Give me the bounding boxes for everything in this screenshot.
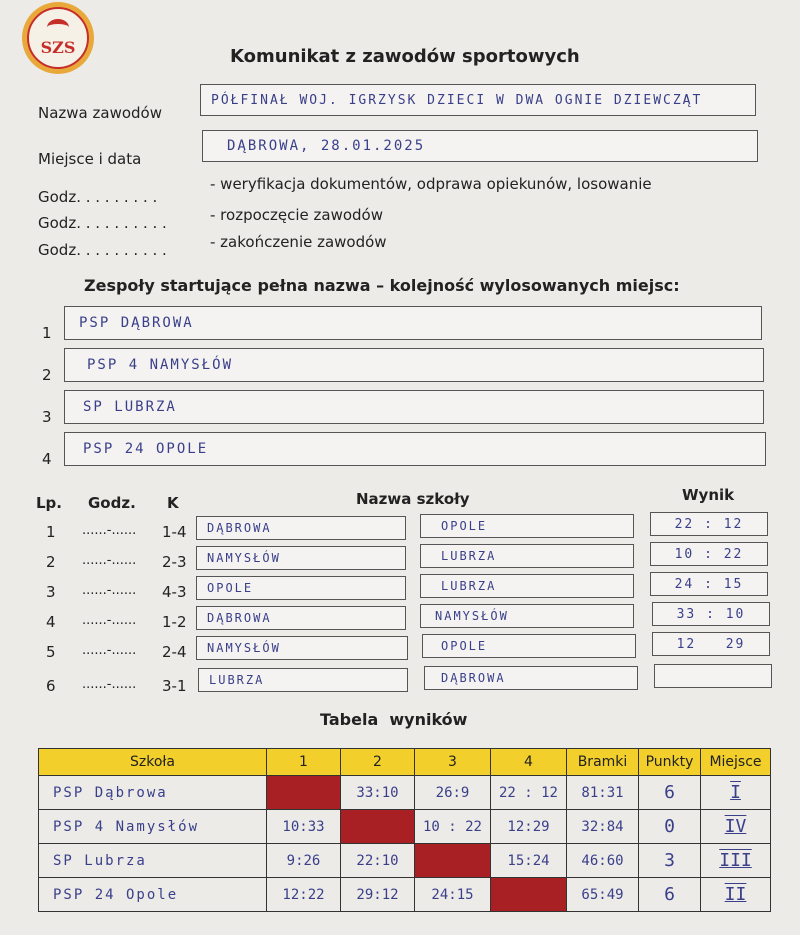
col-k: K [167,494,179,512]
goals-cell[interactable]: 46:60 [567,844,639,878]
match-lp: 6 [46,677,56,695]
diagonal-cell [491,878,567,912]
match-team-a[interactable] [196,576,406,600]
match-time: ......-...... [82,523,137,538]
team-number: 2 [42,366,52,384]
col-lp: Lp. [36,494,62,512]
col-school: Nazwa szkoły [356,490,470,508]
match-team-b-name: OPOLE [441,639,488,653]
header-col-2: 2 [341,749,415,776]
match-k: 3-1 [162,677,187,695]
match-score[interactable] [654,664,772,688]
place-cell[interactable]: IV [701,810,771,844]
score-cell[interactable]: 10:33 [267,810,341,844]
match-team-a-name: OPOLE [207,581,254,595]
schedule-time-2: Godz. . . . . . . . . . [38,214,167,232]
teams-title: Zespoły startujące pełna nazwa – kolejność wylosowanych miejsc: [84,276,680,295]
table-row [39,810,771,844]
szs-logo [22,2,94,74]
schedule-time-3: Godz. . . . . . . . . . [38,241,167,259]
row-school[interactable]: PSP 24 Opole [39,878,267,912]
match-lp: 2 [46,553,56,571]
header-school: Szkoła [39,749,267,776]
match-team-a-name: DĄBROWA [207,611,272,625]
row-school[interactable]: PSP Dąbrowa [39,776,267,810]
score-cell[interactable]: 24:15 [415,878,491,912]
match-time: ......-...... [82,553,137,568]
match-time: ......-...... [82,643,137,658]
points-cell[interactable]: 0 [639,810,701,844]
match-team-b-name: LUBRZA [441,549,497,563]
page-title: Komunikat z zawodów sportowych [230,46,580,67]
match-score[interactable] [652,602,770,626]
header-points: Punkty [639,749,701,776]
match-score[interactable] [650,512,768,536]
match-team-a[interactable] [198,668,408,692]
competition-name-field[interactable] [200,84,756,116]
goals-cell[interactable]: 81:31 [567,776,639,810]
match-time: ......-...... [82,677,137,692]
goals-cell[interactable]: 32:84 [567,810,639,844]
match-k: 4-3 [162,583,187,601]
header-goals: Bramki [567,749,639,776]
team-field-3[interactable] [64,390,764,424]
match-score-value: 24 : 15 [674,576,744,592]
score-cell[interactable]: 22 : 12 [491,776,567,810]
match-time: ......-...... [82,583,137,598]
match-team-a-name: DĄBROWA [207,521,272,535]
place-cell[interactable]: I [701,776,771,810]
competition-name-label: Nazwa zawodów [38,104,162,122]
match-k: 1-4 [162,523,187,541]
schedule-desc-1: - weryfikacja dokumentów, odprawa opiekunów, losowanie [210,175,652,193]
match-team-b[interactable] [420,544,634,568]
match-time: ......-...... [82,613,137,628]
match-team-b[interactable] [420,514,634,538]
team-name: SP LUBRZA [83,399,177,415]
team-number: 3 [42,408,52,426]
match-team-b[interactable] [424,666,638,690]
schedule-time-1: Godz. . . . . . . . . [38,188,158,206]
results-header-row [39,749,771,776]
schedule-desc-3: - zakończenie zawodów [210,233,387,251]
match-score[interactable] [650,542,768,566]
match-lp: 3 [46,583,56,601]
results-table [38,748,771,912]
col-godz: Godz. [88,494,136,512]
match-team-b-name: NAMYSŁÓW [435,609,509,623]
points-cell[interactable]: 6 [639,878,701,912]
match-k: 2-3 [162,553,187,571]
match-team-b[interactable] [422,634,636,658]
match-team-a[interactable] [196,636,408,660]
match-team-a-name: NAMYSŁÓW [207,551,281,565]
team-field-2[interactable] [64,348,764,382]
score-cell[interactable]: 12:29 [491,810,567,844]
match-lp: 4 [46,613,56,631]
match-team-b[interactable] [420,574,634,598]
match-score-value: 22 : 12 [674,516,744,532]
team-name: PSP DĄBROWA [79,315,194,331]
match-team-b-name: LUBRZA [441,579,497,593]
team-field-1[interactable] [64,306,762,340]
header-col-4: 4 [491,749,567,776]
diagonal-cell [341,810,415,844]
match-score-value: 10 : 22 [674,546,744,562]
score-cell[interactable]: 33:10 [341,776,415,810]
goals-cell[interactable]: 65:49 [567,878,639,912]
points-cell[interactable]: 3 [639,844,701,878]
match-team-a[interactable] [196,606,406,630]
match-k: 2-4 [162,643,187,661]
eagle-icon [47,19,69,36]
place-cell[interactable]: III [701,844,771,878]
score-cell[interactable]: 29:12 [341,878,415,912]
competition-name-value: PÓŁFINAŁ WOJ. IGRZYSK DZIECI W DWA OGNIE DZIEWCZĄT [211,92,703,108]
match-team-a[interactable] [196,546,406,570]
place-date-value: DĄBROWA, 28.01.2025 [227,138,426,154]
place-date-label: Miejsce i data [38,150,142,168]
row-school[interactable]: SP Lubrza [39,844,267,878]
row-school[interactable]: PSP 4 Namysłów [39,810,267,844]
points-cell[interactable]: 6 [639,776,701,810]
match-score-value: 12 29 [676,636,746,652]
score-cell[interactable]: 22:10 [341,844,415,878]
score-cell[interactable]: 9:26 [267,844,341,878]
match-score[interactable] [650,572,768,596]
match-score[interactable] [652,632,770,656]
team-name: PSP 24 OPOLE [83,441,209,457]
match-score-value: 33 : 10 [676,606,746,622]
place-date-field[interactable] [202,130,758,162]
logo-text: SZS [40,38,76,57]
header-col-1: 1 [267,749,341,776]
diagonal-cell [415,844,491,878]
match-k: 1-2 [162,613,187,631]
team-number: 1 [42,324,52,342]
match-team-b-name: DĄBROWA [441,671,506,685]
table-row [39,878,771,912]
place-cell[interactable]: II [701,878,771,912]
score-cell[interactable]: 10 : 22 [415,810,491,844]
score-cell[interactable]: 12:22 [267,878,341,912]
header-col-3: 3 [415,749,491,776]
col-result: Wynik [682,486,735,504]
score-cell[interactable]: 15:24 [491,844,567,878]
match-team-a-name: NAMYSŁÓW [207,641,281,655]
header-place: Miejsce [701,749,771,776]
team-number: 4 [42,450,52,468]
results-table-title: Tabela wyników [320,710,468,729]
match-team-a-name: LUBRZA [209,673,265,687]
score-cell[interactable]: 26:9 [415,776,491,810]
team-field-4[interactable] [64,432,766,466]
match-lp: 1 [46,523,56,541]
match-lp: 5 [46,643,56,661]
schedule-desc-2: - rozpoczęcie zawodów [210,206,384,224]
table-row [39,776,771,810]
diagonal-cell [267,776,341,810]
table-row [39,844,771,878]
match-team-a[interactable] [196,516,406,540]
match-team-b-name: OPOLE [441,519,488,533]
match-team-b[interactable] [420,604,634,628]
team-name: PSP 4 NAMYSŁÓW [87,357,234,373]
